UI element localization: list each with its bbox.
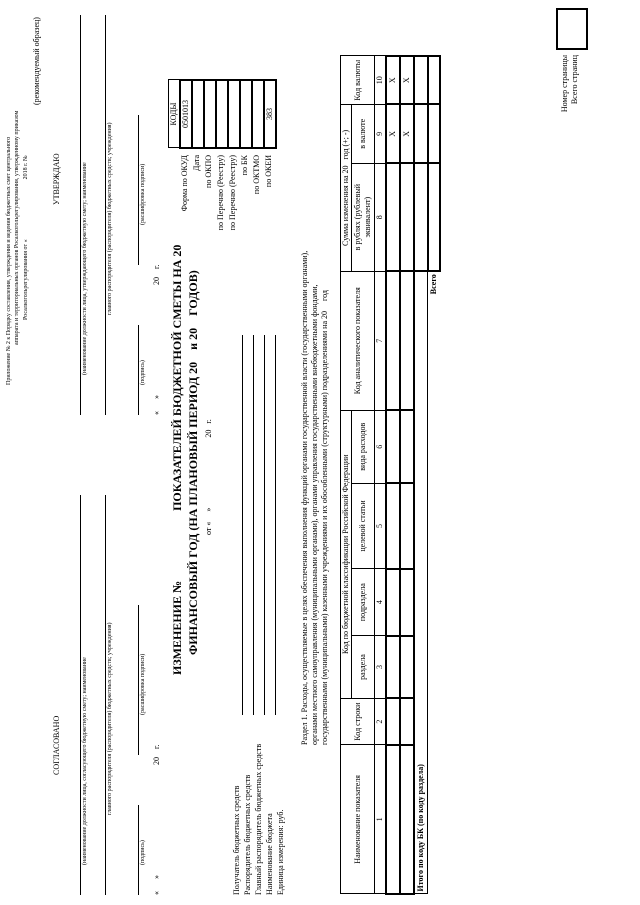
utverzhdayu-caption1: (наименование должности лица, утверждающего бюджетную смету; наименование (82, 162, 88, 375)
right-labels: Форма по ОКУД Дата по ОКПО по Перечню (Реестру) по Перечню (Реестру) по БК по ОКТМО по ОКЕИ (180, 155, 273, 231)
left-fields (232, 475, 287, 895)
code-okud: 0501013 (180, 80, 192, 148)
soglasovano-caption1: (наименование должности лица, согласующего бюджетную смету; наименование (82, 657, 88, 865)
main-table: Наименование показателя Код строки Код по бюджетной классификации Российской Федерации Код аналитического показателя Сумма изменения на 20 год (+; -) Код валюты раздела подраздела целевой статьи вида расходов в рублях (рублевый эквивалент) в валюте 1 2 3 4 5 6 7 8 9 10 X X X X Итого по коду БК (по коду раздела) Всего (340, 55, 441, 895)
field-chief-manager: Главный распорядитель бюджетных средств (254, 475, 265, 895)
section1-line3: государственными (муниципальными) казенными учреждениями и их обособленными (структурными) подразделениями на 20 год (320, 290, 329, 745)
utverzhdayu-sign-caption: (подпись) (140, 360, 146, 385)
itogo-row: Итого по коду БК (по коду раздела) (414, 56, 428, 894)
utverzhdayu-decode-caption: (расшифровка подписи) (140, 163, 146, 225)
document-title-line1: ИЗМЕНЕНИЕ №ПОКАЗАТЕЛЕЙ БЮДЖЕТНОЙ СМЕТЫ НА 20 (170, 244, 184, 675)
field-recipient: Получатель бюджетных средств (232, 475, 243, 895)
vsego-row: Всего (428, 56, 441, 894)
field-manager: Распорядитель бюджетных средств (243, 475, 254, 895)
field-budget-name: Наименование бюджета (265, 475, 276, 895)
soglasovano-date: « »20 г. (152, 744, 161, 895)
soglasovano-sign-caption: (подпись) (140, 840, 146, 865)
header-note-line2: аппарата и территориальных органов Росалкогольрегулирования, утвержденному приказом (14, 110, 20, 345)
sample-note: (рекомендуемый образец) (32, 17, 41, 105)
table-row: X X (386, 56, 400, 894)
codes-table: КОДЫ 0501013 383 (168, 79, 277, 149)
section1-line2: органами местного самоуправления (муниципальными органами), органами управления государственными внебюджетными фондами, (310, 284, 319, 745)
header-note-line1: Приложение № 2 к Порядку составления, утверждения и ведения бюджетных смет центрального (6, 136, 12, 385)
table-row: X X (400, 56, 414, 894)
utverzhdayu-caption2: главного распорядителя (распорядителя) бюджетных средств; учреждения) (107, 122, 113, 315)
section1-line1: Раздел 1. Расходы, осуществляемые в целях обеспечения выполнения функций органами государственной власти (государственными органами), (300, 250, 309, 745)
field-unit: Единица измерения: руб. (276, 809, 285, 895)
document-date: от « »20 г. (204, 419, 213, 535)
soglasovano-decode-caption: (расшифровка подписи) (140, 653, 146, 715)
header-note-line3: Росалкогольрегулирования от « 2018 г. № (23, 155, 29, 320)
document-title-line2: ФИНАНСОВЫЙ ГОД (НА ПЛАНОВЫЙ ПЕРИОД 20 и 20 ГОДОВ) (186, 270, 200, 655)
soglasovano-title: СОГЛАСОВАНО (52, 715, 61, 775)
column-numbers-row: 1 2 3 4 5 6 7 8 9 10 (375, 56, 387, 894)
utverzhdayu-title: УТВЕРЖДАЮ (52, 153, 61, 205)
footer-labels: Номер страницы Всего страниц (560, 55, 579, 113)
page-number-box (556, 8, 588, 50)
code-okei: 383 (264, 80, 276, 148)
soglasovano-caption2: главного распорядителя (распорядителя) бюджетных средств; учреждения) (107, 622, 113, 815)
utverzhdayu-date: « »20 г. (152, 264, 161, 415)
